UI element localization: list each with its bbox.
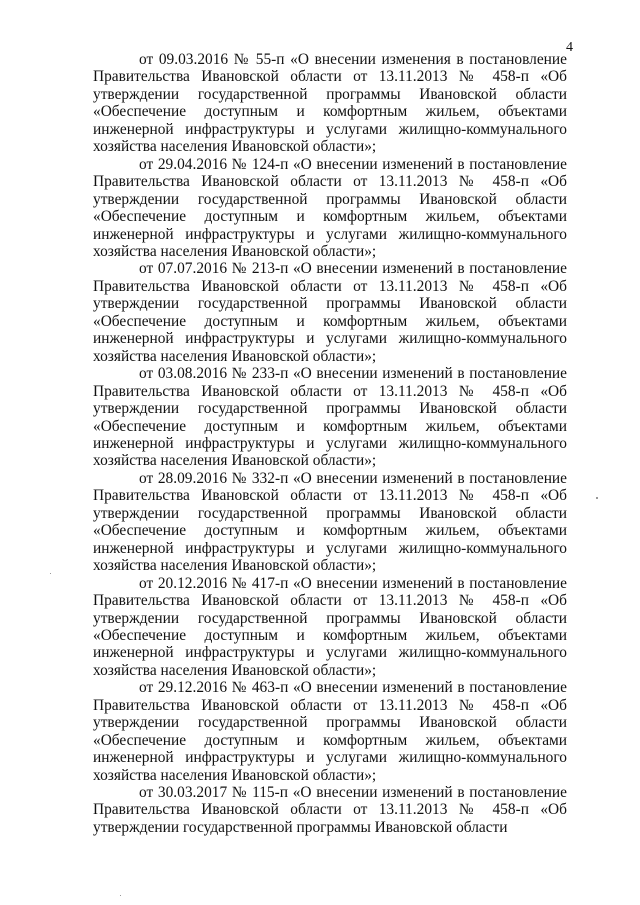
amendment-entry-3: от 07.07.2016 № 213-п «О внесении изменений в постановление Правительства Ивановской области от 13.11.2013 № 458-п «Об утверждении государственной программы Ивановской области «Обеспечение доступным и комфортным жильем, объектами инженерной инфраструктуры и услугами жилищно-коммунального хозяйства населения Ивановской области»; [93, 260, 567, 365]
amendment-entry-7: от 29.12.2016 № 463-п «О внесении изменений в постановление Правительства Ивановской области от 13.11.2013 № 458-п «Об утверждении государственной программы Ивановской области «Обеспечение доступным и комфортным жильем, объектами инженерной инфраструктуры и услугами жилищно-коммунального хозяйства населения Ивановской области»; [93, 679, 567, 784]
amendment-entry-4: от 03.08.2016 № 233-п «О внесении изменений в постановление Правительства Ивановской области от 13.11.2013 № 458-п «Об утверждении государственной программы Ивановской области «Обеспечение доступным и комфортным жильем, объектами инженерной инфраструктуры и услугами жилищно-коммунального хозяйства населения Ивановской области»; [93, 365, 567, 470]
document-body [93, 51, 567, 836]
scan-speck [596, 497, 598, 499]
scan-speck [50, 573, 51, 574]
amendment-entry-2: от 29.04.2016 № 124-п «О внесении изменений в постановление Правительства Ивановской области от 13.11.2013 № 458-п «Об утверждении государственной программы Ивановской области «Обеспечение доступным и комфортным жильем, объектами инженерной инфраструктуры и услугами жилищно-коммунального хозяйства населения Ивановской области»; [93, 155, 567, 260]
amendment-entry-8: от 30.03.2017 № 115-п «О внесении изменений в постановление Правительства Ивановской области от 13.11.2013 № 458-п «Об утверждении государственной программы Ивановской области [93, 784, 567, 836]
amendment-entry-1: от 09.03.2016 № 55-п «О внесении изменения в постановление Правительства Ивановской области от 13.11.2013 № 458-п «Об утверждении государственной программы Ивановской области «Обеспечение доступным и комфортным жильем, объектами инженерной инфраструктуры и услугами жилищно-коммунального хозяйства населения Ивановской области»; [93, 51, 567, 156]
page-number: 4 [566, 40, 573, 55]
scan-speck [120, 895, 121, 896]
amendment-entry-5: от 28.09.2016 № 332-п «О внесении изменений в постановление Правительства Ивановской области от 13.11.2013 № 458-п «Об утверждении государственной программы Ивановской области «Обеспечение доступным и комфортным жильем, объектами инженерной инфраструктуры и услугами жилищно-коммунального хозяйства населения Ивановской области»; [93, 469, 567, 575]
amendment-entry-6: от 20.12.2016 № 417-п «О внесении изменений в постановление Правительства Ивановской области от 13.11.2013 № 458-п «Об утверждении государственной программы Ивановской области «Обеспечение доступным и комфортным жильем, объектами инженерной инфраструктуры и услугами жилищно-коммунального хозяйства населения Ивановской области»; [93, 574, 567, 679]
